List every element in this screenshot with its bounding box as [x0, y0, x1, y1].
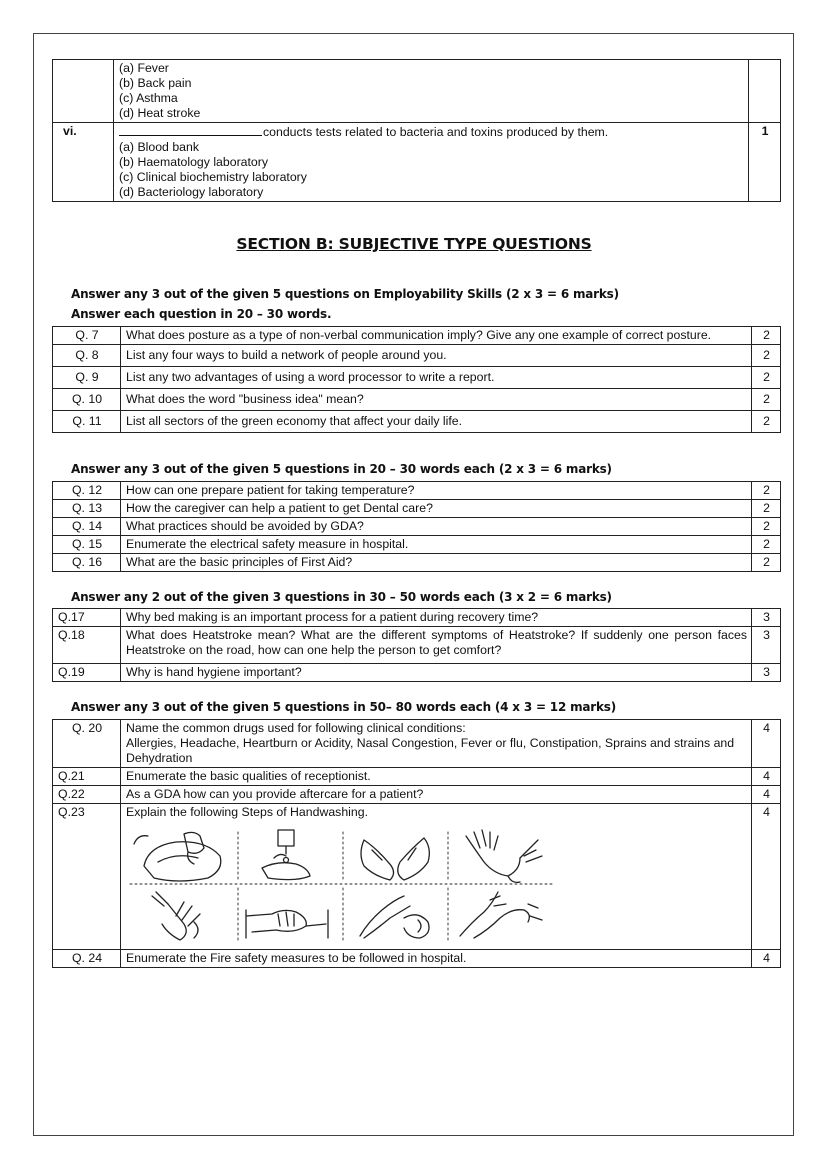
table-row: [53, 609, 781, 627]
question-number: Q. 15: [53, 536, 121, 554]
question-number: Q.17: [53, 609, 121, 627]
option: (b) Back pain: [119, 76, 192, 90]
step-rub-palms: [361, 838, 429, 880]
marks: 4: [752, 786, 781, 804]
instruction: Answer any 3 out of the given 5 questions in 50– 80 words each (4 x 3 = 12 marks): [71, 700, 616, 714]
question-number: Q. 16: [53, 554, 121, 572]
question-number: Q. 24: [53, 950, 121, 968]
marks: 2: [752, 482, 781, 500]
table-row: [53, 482, 781, 500]
question-text: Why is hand hygiene important?: [121, 664, 752, 682]
question-number: Q. 14: [53, 518, 121, 536]
marks: 2: [752, 536, 781, 554]
section-title: SECTION B: SUBJECTIVE TYPE QUESTIONS: [236, 235, 592, 253]
option: (c) Asthma: [119, 91, 178, 105]
question-number: Q. 9: [53, 367, 121, 389]
option: (d) Bacteriology laboratory: [119, 185, 264, 199]
instruction: Answer any 3 out of the given 5 questions in 20 – 30 words each (2 x 3 = 6 marks): [71, 462, 612, 476]
option: (c) Clinical biochemistry laboratory: [119, 170, 307, 184]
question-text: What does posture as a type of non-verbal communication imply? Give any one example of correct posture.: [121, 327, 752, 345]
step-fingers-locked: [246, 910, 328, 938]
option: (a) Blood bank: [119, 140, 199, 154]
step-interlace-fingers: [152, 892, 200, 940]
step-back-of-hands: [466, 830, 542, 882]
marks: 3: [752, 609, 781, 627]
question-table-2: [52, 481, 781, 572]
marks: 4: [752, 720, 781, 768]
table-row: [53, 720, 781, 768]
question-number: Q.22: [53, 786, 121, 804]
question-text: Enumerate the electrical safety measure in hospital.: [121, 536, 752, 554]
step-rub-fingertips: [460, 892, 542, 938]
question-text: How can one prepare patient for taking temperature?: [121, 482, 752, 500]
question-number: Q. 10: [53, 389, 121, 411]
mcq-table: [52, 59, 781, 202]
question-number: Q. 8: [53, 345, 121, 367]
question-number: Q. 13: [53, 500, 121, 518]
table-row: [53, 500, 781, 518]
question-text: List all sectors of the green economy that affect your daily life.: [121, 411, 752, 433]
table-row: [53, 327, 781, 345]
table-row: [53, 627, 781, 664]
table-row: [53, 786, 781, 804]
marks: 4: [752, 950, 781, 968]
option: (a) Fever: [119, 61, 169, 75]
marks: 4: [752, 804, 781, 950]
question-text: How the caregiver can help a patient to get Dental care?: [121, 500, 752, 518]
handwashing-steps-illustration: [128, 826, 554, 946]
marks: 2: [752, 367, 781, 389]
fill-in-blank: [119, 124, 262, 136]
table-row: [53, 804, 781, 950]
instruction: Answer any 3 out of the given 5 questions on Employability Skills (2 x 3 = 6 marks): [71, 287, 619, 301]
table-row: [53, 367, 781, 389]
table-row: [53, 518, 781, 536]
question-table-1: [52, 326, 781, 433]
question-number: Q. 7: [53, 327, 121, 345]
q5-options: [114, 60, 749, 123]
question-detail: Allergies, Headache, Heartburn or Acidity, Nasal Congestion, Fever or flu, Constipation, Sprains and strains and Dehydration: [126, 736, 735, 765]
table-row: [53, 389, 781, 411]
question-number: vi.: [53, 123, 114, 202]
question-text: [119, 124, 744, 140]
question-text: List any two advantages of using a word processor to write a report.: [121, 367, 752, 389]
marks: 3: [752, 627, 781, 664]
marks: 4: [752, 768, 781, 786]
table-row: [53, 950, 781, 968]
question-text: List any four ways to build a network of people around you.: [121, 345, 752, 367]
step-wet-hands: [134, 832, 221, 881]
question-body: [121, 804, 752, 950]
option: (d) Heat stroke: [119, 106, 201, 120]
option: (b) Haematology laboratory: [119, 155, 268, 169]
q6-body: [114, 123, 749, 202]
question-number: Q.18: [53, 627, 121, 664]
table-row: [53, 411, 781, 433]
question-text: Enumerate the Fire safety measures to be followed in hospital.: [121, 950, 752, 968]
marks: 3: [752, 664, 781, 682]
frame-dividers: [130, 832, 552, 942]
table-row: [53, 664, 781, 682]
marks: 2: [752, 327, 781, 345]
step-apply-soap: [262, 830, 310, 880]
table-row: [53, 554, 781, 572]
question-text: Explain the following Steps of Handwashing.: [126, 805, 368, 819]
question-text-content: conducts tests related to bacteria and toxins produced by them.: [263, 125, 609, 139]
sub-instruction: Answer each question in 20 – 30 words.: [71, 307, 332, 321]
question-text: What does Heatstroke mean? What are the different symptoms of Heatstroke? If suddenly one person faces Heatstroke on the road, how can one help the person to get comfort?: [121, 627, 752, 664]
step-rotate-thumbs: [360, 896, 429, 938]
instruction: Answer any 2 out of the given 3 questions in 30 – 50 words each (3 x 2 = 6 marks): [71, 590, 612, 604]
question-number: Q. 20: [53, 720, 121, 768]
marks: 2: [752, 518, 781, 536]
question-table-4: [52, 719, 781, 968]
question-body: [121, 720, 752, 768]
question-number: Q. 11: [53, 411, 121, 433]
table-row: [53, 536, 781, 554]
table-row: [53, 768, 781, 786]
question-text: What does the word "business idea" mean?: [121, 389, 752, 411]
mcq-row-q6: [53, 123, 781, 202]
marks: 2: [752, 554, 781, 572]
marks: 2: [752, 411, 781, 433]
question-text: Enumerate the basic qualities of receptionist.: [121, 768, 752, 786]
question-number: Q. 12: [53, 482, 121, 500]
table-row: [53, 345, 781, 367]
question-number: Q.19: [53, 664, 121, 682]
marks: 2: [752, 389, 781, 411]
question-text: Name the common drugs used for following clinical conditions:: [126, 721, 466, 735]
question-number: Q.23: [53, 804, 121, 950]
question-text: As a GDA how can you provide aftercare for a patient?: [121, 786, 752, 804]
marks: 1: [749, 123, 781, 202]
mcq-row-q5-options: [53, 60, 781, 123]
question-text: Why bed making is an important process for a patient during recovery time?: [121, 609, 752, 627]
marks: 2: [752, 500, 781, 518]
question-text: What practices should be avoided by GDA?: [121, 518, 752, 536]
question-table-3: [52, 608, 781, 682]
marks: 2: [752, 345, 781, 367]
question-text: What are the basic principles of First Aid?: [121, 554, 752, 572]
question-number: Q.21: [53, 768, 121, 786]
